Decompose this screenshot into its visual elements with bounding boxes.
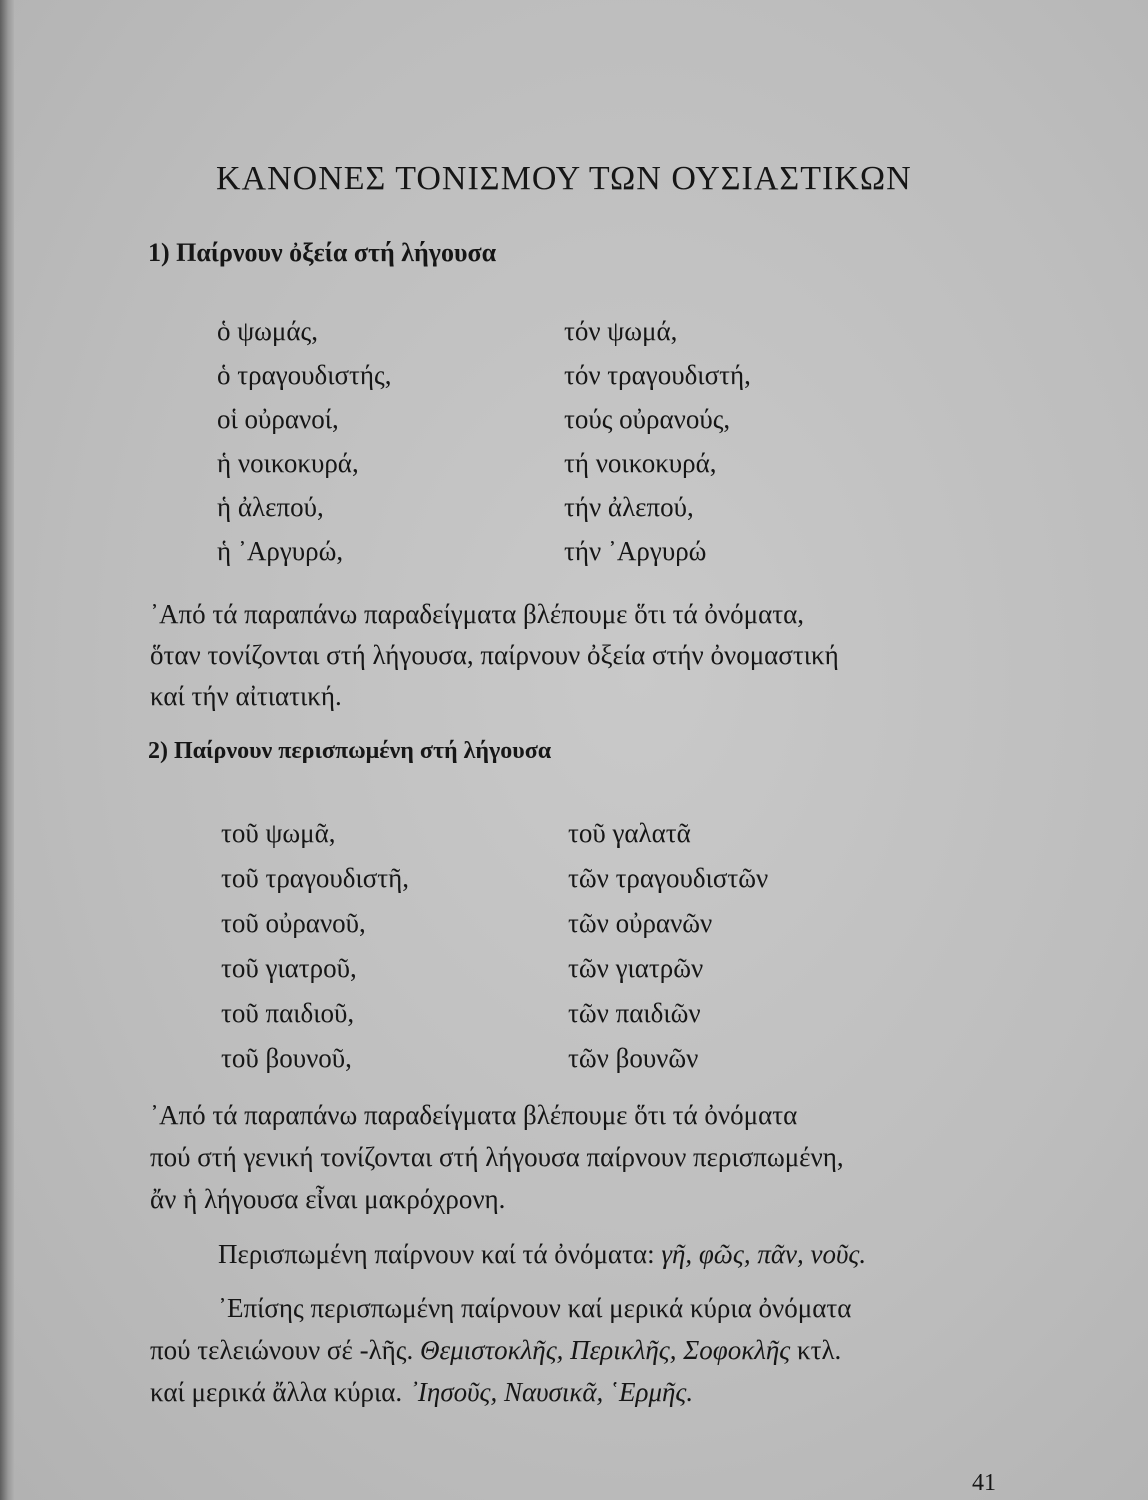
section-1-right-column [564,309,751,573]
example-word: τή νοικοκυρά, [564,448,717,478]
section-2-right-column [568,811,768,1081]
example-word: ἡ νοικοκυρά, [217,448,359,478]
example-word: τοῦ ψωμᾶ, [221,818,336,848]
example-word: ἡ ᾽Αργυρώ, [217,536,344,566]
example-word: τόν τραγουδιστή, [564,360,751,390]
section-1-paragraph [150,594,992,717]
note-examples: Θεμιστοκλῆς, Περικλῆς, Σοφοκλῆς [419,1335,791,1365]
section-2-left-column [221,811,409,1081]
example-word: ὁ ψωμάς, [217,316,318,346]
page-number: 41 [972,1470,996,1496]
example-word: τήν ἀλεπού, [564,492,694,522]
example-word: τοῦ γιατροῦ, [221,953,357,983]
section-1-heading: 1) Παίρνουν ὀξεία στή λήγουσα [148,238,497,267]
paragraph-line: ᾽Από τά παραπάνω παραδείγματα βλέπουμε ὅτι τά ὀνόματα, [150,599,804,629]
example-word: τόν ψωμά, [564,316,678,346]
example-word: ἡ ἀλεπού, [217,492,324,522]
example-word: τήν ᾽Αργυρώ [564,536,707,566]
note-proper-names [150,1287,851,1413]
example-word: ὁ τραγουδιστής, [217,360,392,390]
page-title: ΚΑΝΟΝΕΣ ΤΟΝΙΣΜΟΥ ΤΩΝ ΟΥΣΙΑΣΤΙΚΩΝ [216,160,912,197]
example-word: τούς οὐρανούς, [564,404,731,434]
section-2-paragraph [150,1094,992,1220]
note-line [150,1329,851,1371]
note-line [150,1371,851,1413]
note-examples: γῆ, φῶς, πᾶν, νοῦς. [661,1239,867,1269]
example-word: τοῦ βουνοῦ, [221,1043,352,1073]
note-text: Περισπωμένη παίρνουν καί τά ὀνόματα: [218,1239,655,1269]
note-monosyllables [218,1239,866,1270]
example-word: τῶν βουνῶν [568,1043,699,1073]
paragraph-line: ᾽Από τά παραπάνω παραδείγματα βλέπουμε ὅτι τά ὀνόματα [150,1100,798,1130]
example-word: οἱ οὐρανοί, [217,404,339,434]
section-1-left-column [217,309,391,573]
example-word: τῶν τραγουδιστῶν [568,863,769,893]
book-binding-shadow [0,0,14,1500]
book-page [14,0,1148,1500]
note-text: πού τελειώνουν σέ -λῆς. [150,1335,414,1365]
paragraph-line: ὅταν τονίζονται στή λήγουσα, παίρνουν ὀξεία στήν ὀνομαστική [150,640,839,670]
note-line: ᾽Επίσης περισπωμένη παίρνουν καί μερικά κύρια ὀνόματα [218,1293,852,1323]
paragraph-line: πού στή γενική τονίζονται στή λήγουσα παίρνουν περισπωμένη, [150,1142,844,1172]
note-examples: ᾽Ιησοῦς, Ναυσικᾶ, ῾Ερμῆς. [408,1377,694,1407]
note-text: κτλ. [797,1335,842,1365]
example-word: τοῦ οὐρανοῦ, [221,908,366,938]
example-word: τοῦ τραγουδιστῆ, [221,863,409,893]
example-word: τῶν γιατρῶν [568,953,704,983]
example-word: τῶν οὐρανῶν [568,908,713,938]
paragraph-line: ἄν ἡ λήγουσα εἶναι μακρόχρονη. [150,1184,506,1214]
paragraph-line: καί τήν αἰτιατική. [150,681,342,711]
example-word: τοῦ γαλατᾶ [568,818,691,848]
example-word: τῶν παιδιῶν [568,998,701,1028]
section-2-heading: 2) Παίρνουν περισπωμένη στή λήγουσα [148,738,552,764]
note-text: καί μερικά ἄλλα κύρια. [150,1377,403,1407]
example-word: τοῦ παιδιοῦ, [221,998,355,1028]
